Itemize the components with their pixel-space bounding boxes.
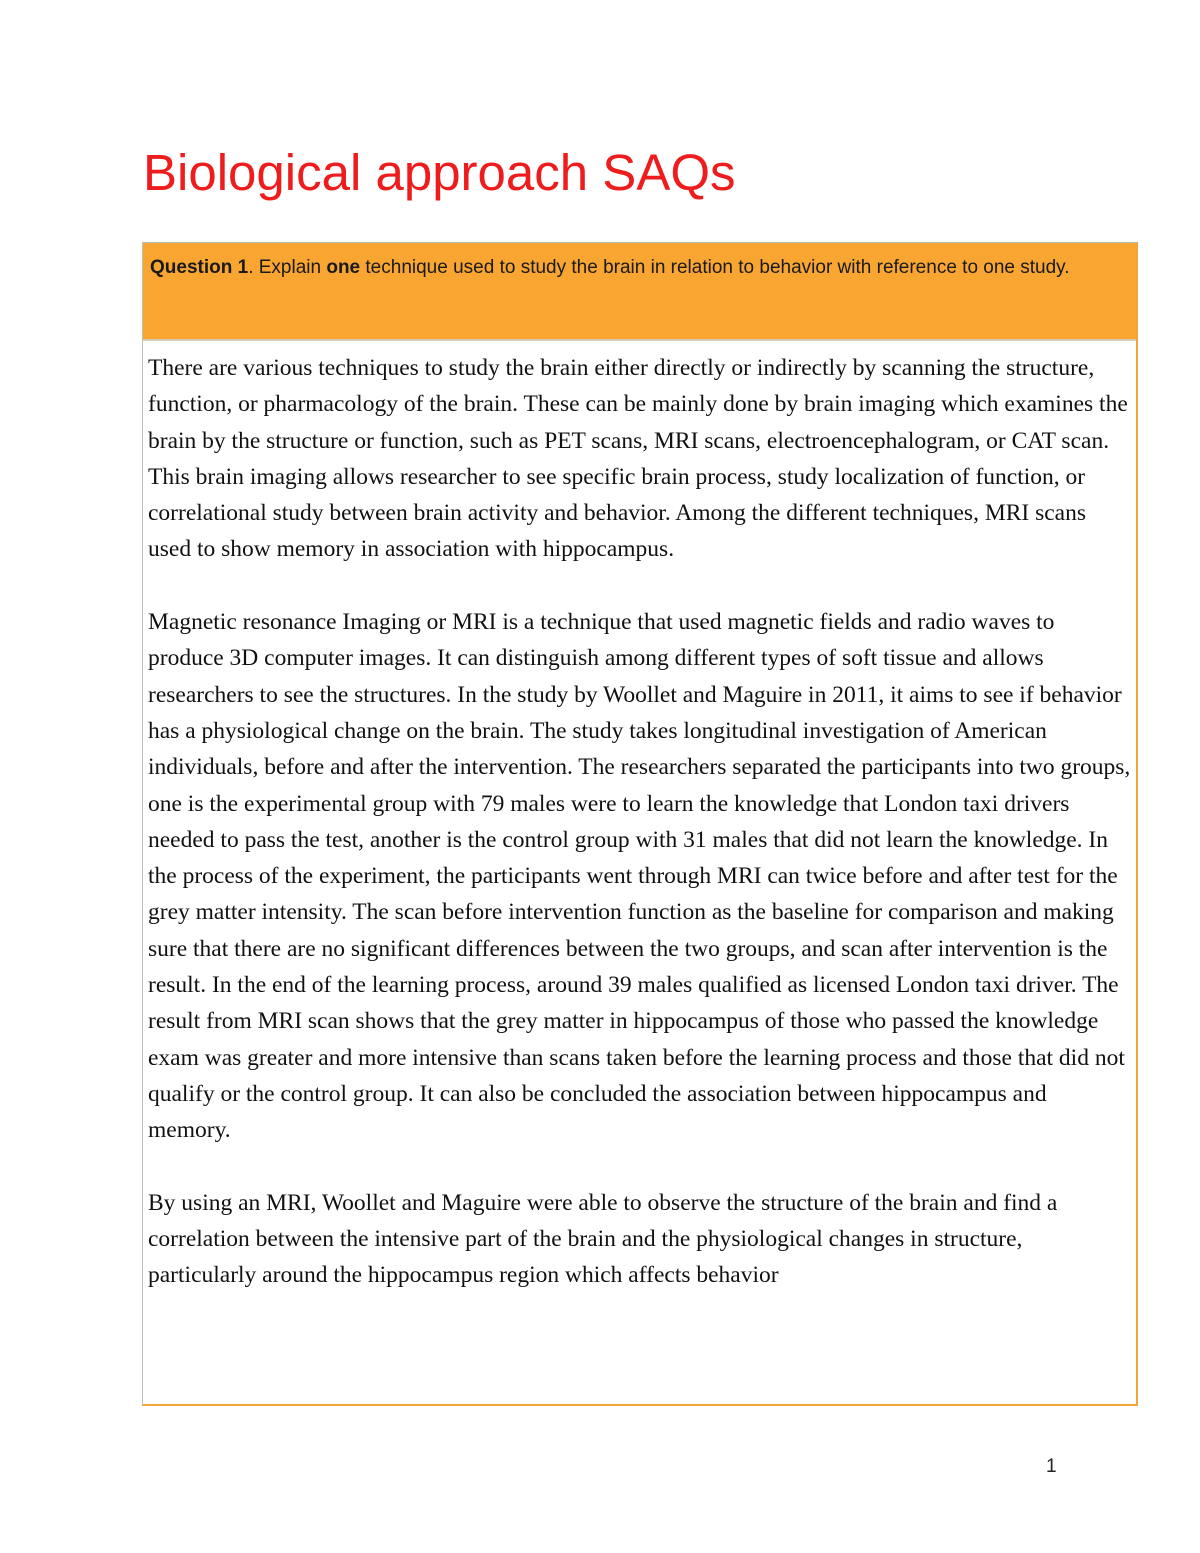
answer-paragraph: There are various techniques to study the brain either directly or indirectly by scanning the structure, function, or pharmacology of the brain. These can be mainly done by brain imaging which examines the brain by the structure or function, such as PET scans, MRI scans, electroencephalogram, or CAT scan. This brain imaging allows researcher to see specific brain process, study localization of function, or correlational study between brain activity and behavior. Among the different techniques, MRI scans used to show memory in association with hippocampus. (148, 355, 1128, 563)
answer-body (143, 341, 1136, 1294)
question-prefix: . Explain (248, 257, 327, 278)
page-title: Biological approach SAQs (143, 144, 736, 201)
page-number: 1 (1046, 1456, 1057, 1477)
answer-paragraph: By using an MRI, Woollet and Maguire were able to observe the structure of the brain and find a correlation between the intensive part of the brain and the physiological changes in structure, particularly around the hippocampus region which affects behavior (148, 1189, 1058, 1289)
question-table (142, 242, 1138, 1406)
answer-paragraph: Magnetic resonance Imaging or MRI is a technique that used magnetic fields and radio waves to produce 3D computer images. It can distinguish among different types of soft tissue and allows researchers to see the structures. In the study by Woollet and Maguire in 2011, it aims to see if behavior has a physiological change on the brain. The study takes longitudinal investigation of American individuals, before and after the intervention. The researchers separated the participants into two groups, one is the experimental group with 79 males were to learn the knowledge that London taxi drivers needed to pass the test, another is the control group with 31 males that did not learn the knowledge. In the process of the experiment, the participants went through MRI can twice before and after test for the grey matter intensity. The scan before intervention function as the baseline for comparison and making sure that there are no significant differences between the two groups, and scan after intervention is the result. In the end of the learning process, around 39 males qualified as licensed London taxi driver. The result from MRI scan shows that the grey matter in hippocampus of those who passed the knowledge exam was greater and more intensive than scans taken before the learning process and those that did not qualify or the control group. It can also be concluded the association between hippocampus and memory. (148, 609, 1131, 1144)
question-emphasis: one (326, 257, 361, 278)
question-header (143, 243, 1136, 341)
question-text: technique used to study the brain in relation to behavior with reference to one study. (360, 257, 1070, 278)
question-label: Question 1 (150, 257, 249, 278)
